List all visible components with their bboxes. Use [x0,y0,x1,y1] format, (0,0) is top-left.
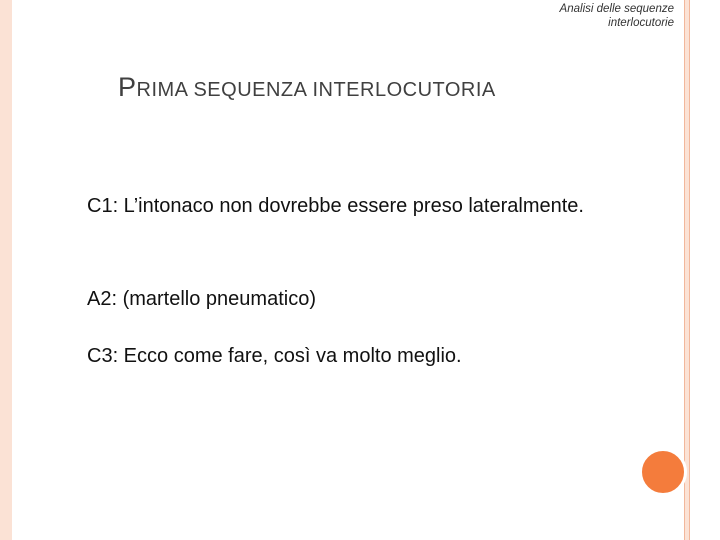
body-line-c3: C3: Ecco come fare, così va molto meglio. [87,345,462,367]
orange-circle-ornament [639,448,687,496]
right-decorative-bar [684,0,690,540]
header-note-line-1: Analisi delle sequenze [559,3,674,15]
header-note [514,2,674,30]
body-line-a2: A2: (martello pneumatico) [87,288,316,310]
title-rest: RIMA SEQUENZA INTERLOCUTORIA [136,79,496,101]
title-initial: P [118,72,137,102]
left-decorative-bar [0,0,12,540]
slide-title [118,70,658,107]
header-note-line-2: interlocutorie [608,17,674,29]
body-line-c1: C1: L’intonaco non dovrebbe essere preso lateralmente. [87,195,584,217]
